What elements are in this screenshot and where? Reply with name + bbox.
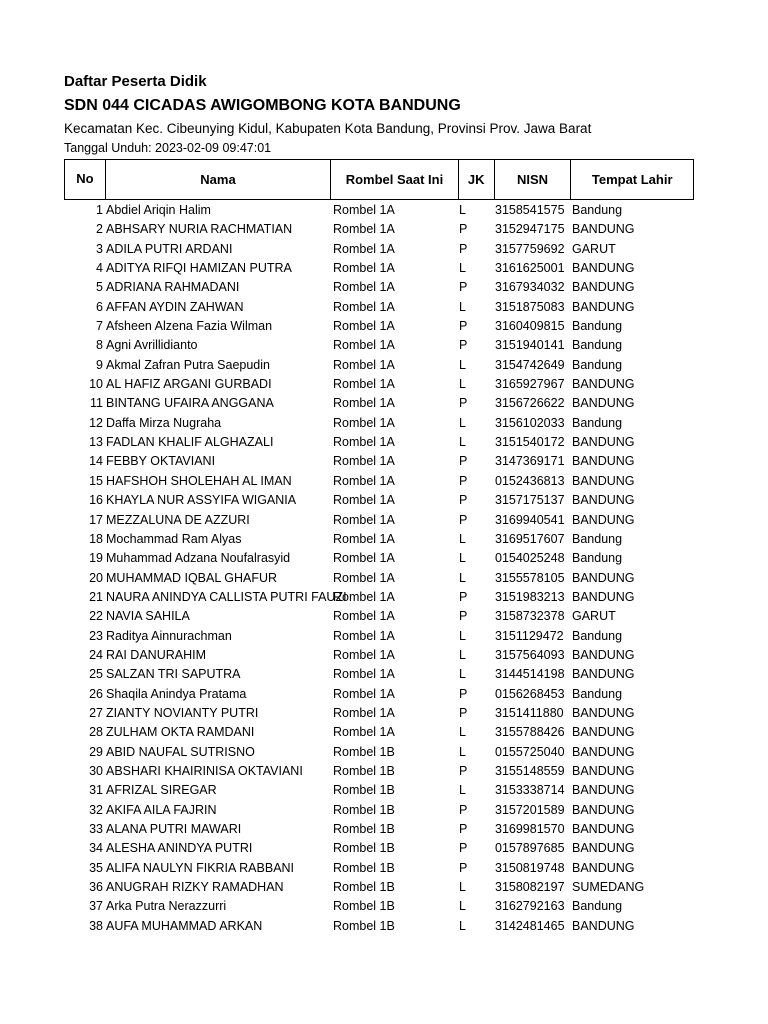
nisn: 3151540172 (495, 435, 565, 450)
row-no: 8 (96, 338, 103, 353)
row-no: 5 (96, 280, 103, 295)
table-row (64, 472, 704, 491)
student-name: Agni Avrillidianto (106, 338, 198, 353)
rombel: Rombel 1A (333, 203, 395, 217)
region-line: Kecamatan Kec. Cibeunying Kidul, Kabupaten Kota Bandung, Provinsi Prov. Jawa Barat (64, 121, 592, 136)
gender: P (459, 686, 468, 701)
student-name: MEZZALUNA DE AZZURI (106, 512, 250, 527)
birthplace: BANDUNG (572, 280, 635, 295)
table-row (64, 569, 704, 588)
rombel: Rombel 1A (333, 280, 395, 295)
birthplace: Bandung (572, 357, 623, 372)
table-row (64, 433, 704, 452)
nisn: 3158082197 (495, 880, 565, 895)
gender: P (459, 473, 468, 488)
row-no: 32 (89, 802, 103, 817)
student-name: SALZAN TRI SAPUTRA (106, 667, 241, 682)
student-name: KHAYLA NUR ASSYIFA WIGANIA (106, 493, 297, 508)
gender: P (459, 860, 468, 875)
row-no: 21 (89, 589, 103, 604)
nisn: 3144514198 (495, 667, 565, 682)
birthplace: BANDUNG (572, 744, 635, 759)
rombel: Rombel 1A (333, 299, 395, 314)
rombel: Rombel 1B (333, 783, 395, 798)
student-name: FADLAN KHALIF ALGHAZALI (106, 435, 274, 450)
rombel: Rombel 1A (333, 551, 395, 566)
birthplace: BANDUNG (572, 763, 635, 778)
row-no: 14 (89, 454, 103, 469)
student-name: MUHAMMAD IQBAL GHAFUR (106, 570, 278, 585)
rombel: Rombel 1B (333, 841, 395, 856)
row-no: 4 (96, 261, 103, 276)
student-name: ABHSARY NURIA RACHMATIAN (106, 222, 293, 237)
gender: P (459, 512, 468, 527)
nisn: 3158541575 (495, 203, 565, 217)
row-no: 29 (89, 744, 103, 759)
column-header-tempat-lahir: Tempat Lahir (591, 172, 673, 187)
birthplace: BANDUNG (572, 512, 635, 527)
gender: L (459, 744, 466, 759)
table-row (64, 839, 704, 858)
table-row (64, 627, 704, 646)
nisn: 3142481465 (495, 918, 565, 933)
nisn: 3153338714 (495, 783, 565, 798)
student-name: NAVIA SAHILA (106, 609, 190, 624)
row-no: 18 (89, 531, 103, 546)
row-no: 12 (89, 415, 103, 430)
document-title: Daftar Peserta Didik (64, 73, 207, 90)
rombel: Rombel 1A (333, 396, 395, 411)
gender: P (459, 222, 468, 237)
table-row (64, 704, 704, 723)
nisn: 3151940141 (495, 338, 565, 353)
nisn: 3157175137 (495, 493, 565, 508)
row-no: 24 (89, 647, 103, 662)
student-name: ZULHAM OKTA RAMDANI (106, 725, 255, 740)
table-row (64, 723, 704, 742)
row-no: 31 (89, 783, 103, 798)
student-name: ADITYA RIFQI HAMIZAN PUTRA (106, 261, 292, 276)
rombel: Rombel 1A (333, 338, 395, 353)
table-row (64, 897, 704, 916)
rombel: Rombel 1B (333, 744, 395, 759)
nisn: 3156102033 (495, 415, 565, 430)
student-name: AKIFA AILA FAJRIN (106, 802, 217, 817)
table-row (64, 201, 704, 220)
rombel: Rombel 1A (333, 531, 395, 546)
rombel: Rombel 1A (333, 667, 395, 682)
row-no: 3 (96, 241, 103, 256)
student-name: ALESHA ANINDYA PUTRI (106, 841, 253, 856)
rombel: Rombel 1A (333, 222, 395, 237)
birthplace: Bandung (572, 338, 623, 353)
birthplace: BANDUNG (572, 261, 635, 276)
row-no: 11 (90, 396, 103, 411)
birthplace: Bandung (572, 319, 623, 334)
table-row (64, 491, 704, 510)
birthplace: BANDUNG (572, 918, 635, 933)
nisn: 3150819748 (495, 860, 565, 875)
student-name: AFRIZAL SIREGAR (106, 783, 217, 798)
row-no: 13 (89, 435, 103, 450)
row-no: 6 (96, 299, 103, 314)
nisn: 3155578105 (495, 570, 565, 585)
birthplace: BANDUNG (572, 473, 635, 488)
nisn: 3169517607 (495, 531, 565, 546)
student-name: BINTANG UFAIRA ANGGANA (106, 396, 274, 411)
rombel: Rombel 1B (333, 763, 395, 778)
rombel: Rombel 1A (333, 241, 395, 256)
birthplace: GARUT (572, 241, 616, 256)
student-name: RAI DANURAHIM (106, 647, 207, 662)
nisn: 3151129472 (495, 628, 564, 643)
table-row (64, 259, 704, 278)
gender: P (459, 705, 468, 720)
rombel: Rombel 1B (333, 860, 395, 875)
birthplace: BANDUNG (572, 822, 635, 836)
student-name: Shaqila Anindya Pratama (106, 686, 247, 701)
nisn: 3151875083 (495, 299, 565, 314)
table-row (64, 220, 704, 239)
birthplace: BANDUNG (572, 222, 635, 237)
student-name: Mochammad Ram Alyas (106, 531, 242, 546)
table-row (64, 317, 704, 336)
student-name: ADRIANA RAHMADANI (106, 280, 240, 295)
birthplace: BANDUNG (572, 589, 635, 604)
gender: P (459, 802, 468, 817)
birthplace: BANDUNG (572, 647, 635, 662)
table-row (64, 549, 704, 568)
nisn: 3151411880 (495, 705, 564, 720)
download-date: Tanggal Unduh: 2023-02-09 09:47:01 (64, 141, 272, 155)
rombel: Rombel 1A (333, 357, 395, 372)
student-name: HAFSHOH SHOLEHAH AL IMAN (106, 473, 292, 488)
student-name: ABID NAUFAL SUTRISNO (106, 744, 255, 759)
table-header (64, 159, 694, 200)
table-row (64, 278, 704, 297)
rombel: Rombel 1A (333, 589, 395, 604)
row-no: 36 (89, 880, 103, 895)
birthplace: Bandung (572, 203, 623, 217)
gender: P (459, 763, 468, 778)
row-no: 22 (89, 609, 103, 624)
gender: P (459, 609, 468, 624)
gender: L (459, 918, 466, 933)
nisn: 3158732378 (495, 609, 565, 624)
nisn: 3157759692 (495, 241, 565, 256)
table-row (64, 743, 704, 762)
birthplace: BANDUNG (572, 299, 635, 314)
birthplace: BANDUNG (572, 454, 635, 469)
table-row (64, 820, 704, 839)
rombel: Rombel 1A (333, 609, 395, 624)
nisn: 3160409815 (495, 319, 565, 334)
student-name: Akmal Zafran Putra Saepudin (106, 357, 270, 372)
birthplace: BANDUNG (572, 783, 635, 798)
nisn: 3157564093 (495, 647, 565, 662)
table-row (64, 452, 704, 471)
row-no: 28 (89, 725, 103, 740)
birthplace: Bandung (572, 531, 623, 546)
table-row (64, 781, 704, 800)
gender: L (459, 647, 466, 662)
gender: L (459, 667, 466, 682)
gender: L (459, 261, 466, 276)
table-row (64, 917, 704, 936)
row-no: 9 (96, 357, 103, 372)
gender: P (459, 493, 468, 508)
table-row (64, 646, 704, 665)
gender: L (459, 880, 466, 895)
row-no: 1 (96, 203, 103, 217)
gender: L (459, 435, 466, 450)
birthplace: BANDUNG (572, 377, 635, 392)
table-row (64, 394, 704, 413)
gender: L (459, 899, 466, 914)
nisn: 3157201589 (495, 802, 565, 817)
birthplace: BANDUNG (572, 570, 635, 585)
student-name: NAURA ANINDYA CALLISTA PUTRI FAUZI (106, 589, 347, 604)
student-name: ADILA PUTRI ARDANI (106, 241, 233, 256)
student-name: AUFA MUHAMMAD ARKAN (106, 918, 263, 933)
student-name: Afsheen Alzena Fazia Wilman (106, 319, 273, 334)
nisn: 0157897685 (495, 841, 565, 856)
rombel: Rombel 1B (333, 802, 395, 817)
birthplace: BANDUNG (572, 396, 635, 411)
student-name: Daffa Mirza Nugraha (106, 415, 222, 430)
student-name: ABSHARI KHAIRINISA OKTAVIANI (106, 763, 303, 778)
nisn: 0154025248 (495, 551, 565, 566)
row-no: 19 (89, 551, 103, 566)
gender: P (459, 822, 468, 836)
nisn: 3169940541 (495, 512, 565, 527)
rombel: Rombel 1A (333, 435, 395, 450)
row-no: 17 (89, 512, 103, 527)
student-name: Arka Putra Nerazzurri (106, 899, 227, 914)
nisn: 3154742649 (495, 357, 565, 372)
table-row (64, 240, 704, 259)
nisn: 3151983213 (495, 589, 565, 604)
rombel: Rombel 1A (333, 377, 395, 392)
table-row (64, 530, 704, 549)
table-row (64, 801, 704, 820)
rombel: Rombel 1A (333, 454, 395, 469)
table-row (64, 588, 704, 607)
gender: P (459, 241, 468, 256)
rombel: Rombel 1A (333, 415, 395, 430)
nisn: 3165927967 (495, 377, 565, 392)
birthplace: GARUT (572, 609, 616, 624)
rombel: Rombel 1A (333, 319, 395, 334)
nisn: 3147369171 (495, 454, 565, 469)
birthplace: Bandung (572, 551, 623, 566)
birthplace: Bandung (572, 415, 623, 430)
row-no: 34 (89, 841, 103, 856)
birthplace: BANDUNG (572, 841, 635, 856)
table-row (64, 356, 704, 375)
birthplace: Bandung (572, 628, 623, 643)
nisn: 3167934032 (495, 280, 565, 295)
table-row (64, 414, 704, 433)
row-no: 33 (89, 822, 103, 836)
column-header-rombel: Rombel Saat Ini (331, 160, 459, 199)
gender: L (459, 415, 466, 430)
nisn: 3152947175 (495, 222, 565, 237)
column-header-nisn: NISN (495, 160, 572, 199)
birthplace: Bandung (572, 899, 623, 914)
rombel: Rombel 1A (333, 725, 395, 740)
column-header-no: No (65, 160, 106, 199)
nisn: 3155788426 (495, 725, 565, 740)
rombel: Rombel 1B (333, 899, 395, 914)
student-name: AFFAN AYDIN ZAHWAN (106, 299, 244, 314)
rombel: Rombel 1A (333, 512, 395, 527)
student-name: ZIANTY NOVIANTY PUTRI (106, 705, 259, 720)
gender: L (459, 357, 466, 372)
gender: P (459, 589, 468, 604)
gender: L (459, 203, 466, 217)
student-name: ALANA PUTRI MAWARI (106, 822, 242, 836)
nisn: 0152436813 (495, 473, 565, 488)
nisn: 0155725040 (495, 744, 565, 759)
row-no: 20 (89, 570, 103, 585)
student-name: Raditya Ainnurachman (106, 628, 232, 643)
gender: L (459, 628, 466, 643)
row-no: 16 (89, 493, 103, 508)
row-no: 23 (89, 628, 103, 643)
student-name: Muhammad Adzana Noufalrasyid (106, 551, 291, 566)
gender: P (459, 396, 468, 411)
gender: P (459, 319, 468, 334)
school-name: SDN 044 CICADAS AWIGOMBONG KOTA BANDUNG (64, 97, 461, 114)
row-no: 7 (96, 319, 103, 334)
rombel: Rombel 1A (333, 570, 395, 585)
gender: P (459, 338, 468, 353)
gender: L (459, 551, 466, 566)
row-no: 25 (89, 667, 103, 682)
gender: L (459, 299, 466, 314)
birthplace: BANDUNG (572, 725, 635, 740)
table-row (64, 298, 704, 317)
table-row (64, 762, 704, 781)
gender: L (459, 377, 466, 392)
birthplace: SUMEDANG (572, 880, 645, 895)
gender: P (459, 280, 468, 295)
student-name: ANUGRAH RIZKY RAMADHAN (106, 880, 284, 895)
gender: L (459, 570, 466, 585)
row-no: 27 (89, 705, 103, 720)
nisn: 3169981570 (495, 822, 565, 836)
rombel: Rombel 1B (333, 918, 395, 933)
student-name: ALIFA NAULYN FIKRIA RABBANI (106, 860, 295, 875)
column-header-nama: Nama (106, 160, 331, 199)
student-name: Abdiel Ariqin Halim (106, 203, 211, 217)
table-row (64, 375, 704, 394)
rombel: Rombel 1A (333, 628, 395, 643)
birthplace: BANDUNG (572, 667, 635, 682)
student-name: FEBBY OKTAVIANI (106, 454, 216, 469)
rombel: Rombel 1A (333, 686, 395, 701)
gender: P (459, 454, 468, 469)
gender: L (459, 783, 466, 798)
nisn: 3162792163 (495, 899, 565, 914)
row-no: 30 (89, 763, 103, 778)
student-name: AL HAFIZ ARGANI GURBADI (106, 377, 272, 392)
birthplace: BANDUNG (572, 435, 635, 450)
birthplace: BANDUNG (572, 802, 635, 817)
table-row (64, 511, 704, 530)
table-row (64, 336, 704, 355)
table-row (64, 607, 704, 626)
gender: P (459, 841, 468, 856)
column-header-jk: JK (459, 160, 495, 199)
gender: L (459, 531, 466, 546)
rombel: Rombel 1B (333, 822, 395, 836)
rombel: Rombel 1A (333, 647, 395, 662)
row-no: 38 (89, 918, 103, 933)
row-no: 35 (89, 860, 103, 875)
table-row (64, 859, 704, 878)
rombel: Rombel 1A (333, 705, 395, 720)
birthplace: Bandung (572, 686, 623, 701)
rombel: Rombel 1A (333, 493, 395, 508)
birthplace: BANDUNG (572, 705, 635, 720)
birthplace: BANDUNG (572, 860, 635, 875)
row-no: 15 (89, 473, 103, 488)
table-row (64, 878, 704, 897)
nisn: 3155148559 (495, 763, 565, 778)
nisn: 0156268453 (495, 686, 565, 701)
row-no: 2 (96, 222, 103, 237)
rombel: Rombel 1A (333, 473, 395, 488)
rombel: Rombel 1A (333, 261, 395, 276)
nisn: 3156726622 (495, 396, 565, 411)
row-no: 37 (89, 899, 103, 914)
rombel: Rombel 1B (333, 880, 395, 895)
gender: L (459, 725, 466, 740)
row-no: 26 (89, 686, 103, 701)
table-row (64, 685, 704, 704)
nisn: 3161625001 (495, 261, 565, 276)
birthplace: BANDUNG (572, 493, 635, 508)
table-body (64, 201, 704, 936)
table-row (64, 665, 704, 684)
row-no: 10 (89, 377, 103, 392)
